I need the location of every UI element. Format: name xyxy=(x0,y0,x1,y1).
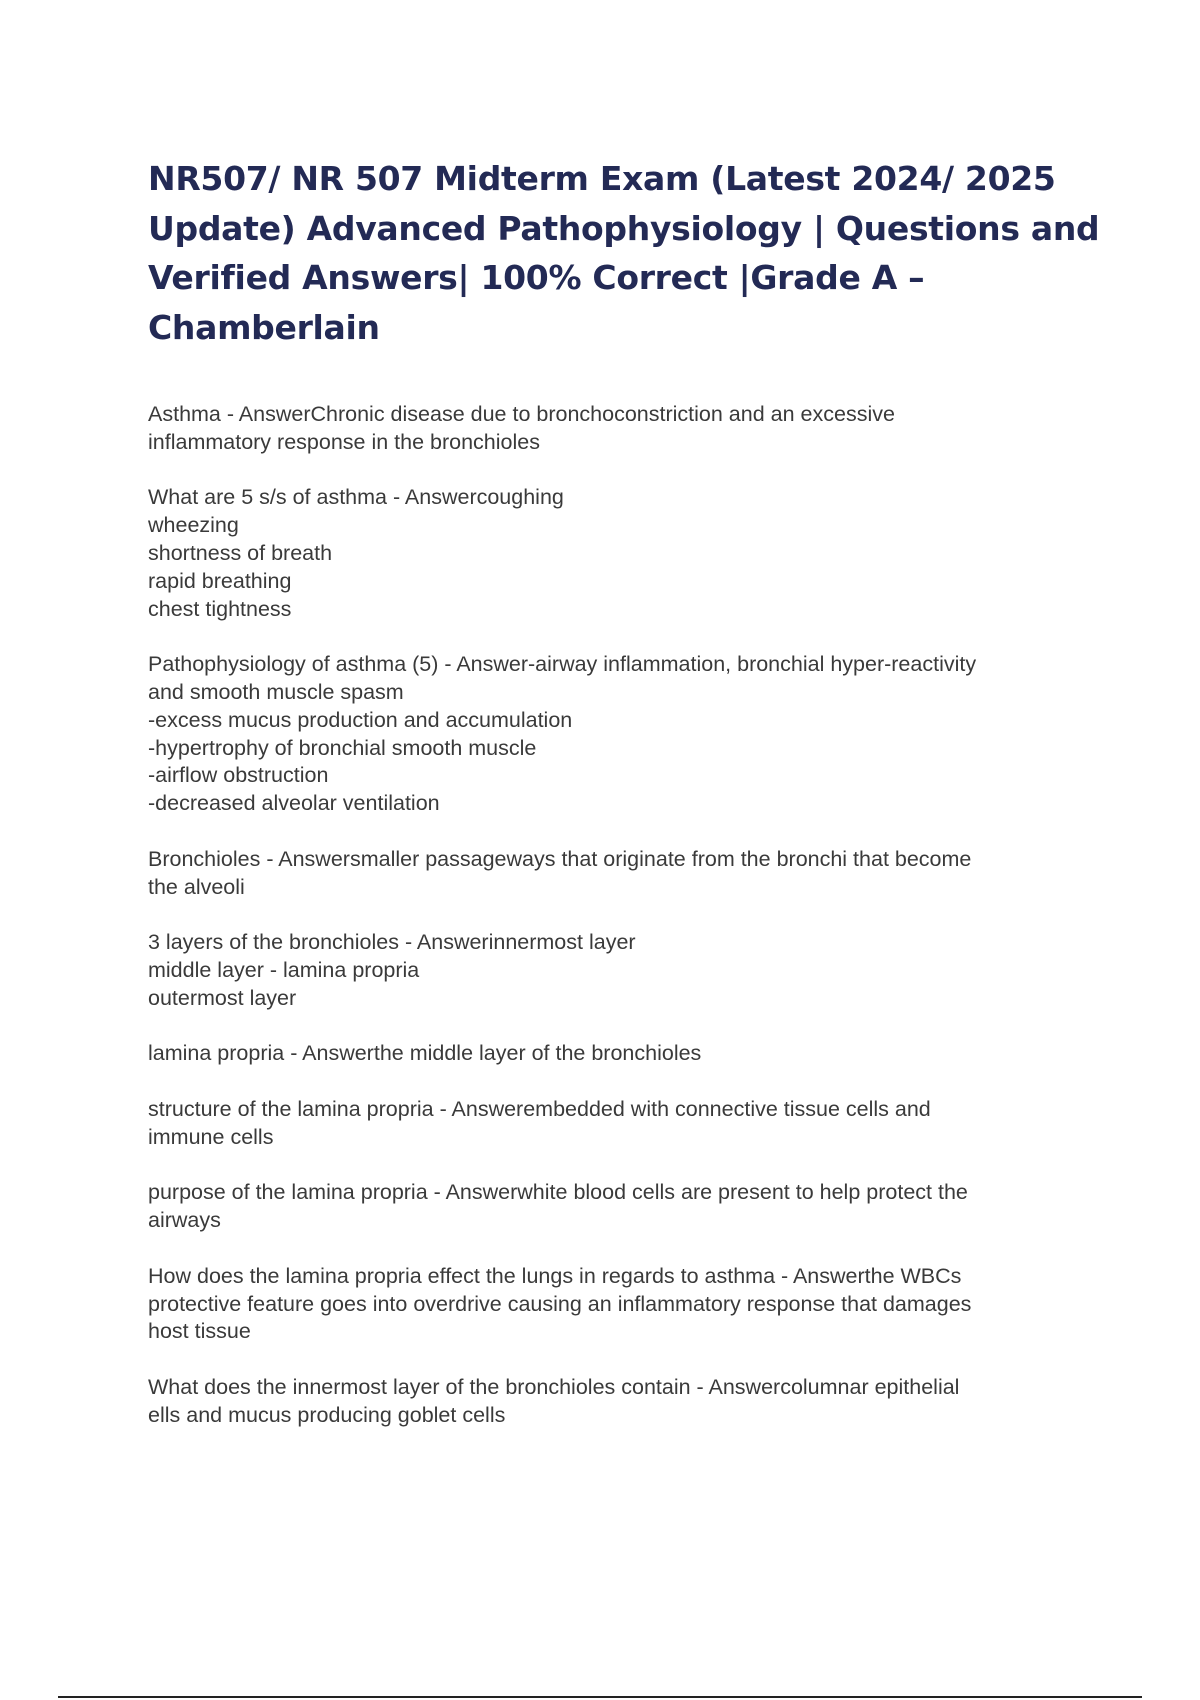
qa-line: chest tightness xyxy=(148,596,292,621)
qa-line: How does the lamina propria effect the lungs in regards to asthma - Answerthe WBCs xyxy=(148,1263,962,1288)
qa-line: middle layer - lamina propria xyxy=(148,957,420,982)
qa-line: inflammatory response in the bronchioles xyxy=(148,429,540,454)
title-line: Chamberlain xyxy=(148,307,380,347)
bottom-divider xyxy=(58,1696,1142,1698)
qa-list xyxy=(148,401,1088,1457)
title-line: Update) Advanced Pathophysiology | Questions and xyxy=(148,208,1100,248)
qa-line: shortness of breath xyxy=(148,540,333,565)
qa-line: and smooth muscle spasm xyxy=(148,679,404,704)
qa-line: wheezing xyxy=(148,513,239,538)
qa-entry xyxy=(148,846,1088,902)
document-title xyxy=(148,154,1100,352)
qa-line: the alveoli xyxy=(148,874,245,899)
qa-entry xyxy=(148,1040,1088,1068)
qa-line: immune cells xyxy=(148,1124,274,1149)
qa-line: -decreased alveolar ventilation xyxy=(148,791,440,816)
qa-entry xyxy=(148,1263,1088,1346)
qa-line: -hypertrophy of bronchial smooth muscle xyxy=(148,735,537,760)
qa-line: -excess mucus production and accumulation xyxy=(148,707,573,732)
qa-line: outermost layer xyxy=(148,985,297,1010)
qa-entry xyxy=(148,1179,1088,1235)
qa-line: Pathophysiology of asthma (5) - Answer-airway inflammation, bronchial hyper-reactivity xyxy=(148,652,977,677)
qa-entry xyxy=(148,651,1088,818)
qa-line: airways xyxy=(148,1208,221,1233)
qa-line: Bronchioles - Answersmaller passageways that originate from the bronchi that become xyxy=(148,846,972,871)
qa-line: Asthma - AnswerChronic disease due to bronchoconstriction and an excessive xyxy=(148,402,895,426)
title-line: NR507/ NR 507 Midterm Exam (Latest 2024/ 2025 xyxy=(148,159,1056,198)
qa-entry xyxy=(148,401,1088,457)
qa-entry xyxy=(148,1374,1088,1430)
qa-entry xyxy=(148,484,1088,623)
qa-line: What does the innermost layer of the bronchioles contain - Answercolumnar epithelial xyxy=(148,1374,960,1399)
qa-line: structure of the lamina propria - Answerembedded with connective tissue cells and xyxy=(148,1096,931,1121)
qa-line: host tissue xyxy=(148,1319,251,1344)
title-line: Verified Answers| 100% Correct |Grade A – xyxy=(148,258,925,297)
qa-line: purpose of the lamina propria - Answerwhite blood cells are present to help protect the xyxy=(148,1180,968,1205)
qa-line: 3 layers of the bronchioles - Answerinnermost layer xyxy=(148,930,636,955)
qa-line: lamina propria - Answerthe middle layer of the bronchioles xyxy=(148,1041,702,1066)
qa-line: What are 5 s/s of asthma - Answercoughing xyxy=(148,485,564,510)
qa-entry xyxy=(148,1096,1088,1152)
qa-entry xyxy=(148,929,1088,1012)
qa-line: rapid breathing xyxy=(148,568,292,593)
qa-line: protective feature goes into overdrive causing an inflammatory response that damages xyxy=(148,1291,972,1316)
qa-line: -airflow obstruction xyxy=(148,763,329,788)
qa-line: ells and mucus producing goblet cells xyxy=(148,1402,506,1427)
